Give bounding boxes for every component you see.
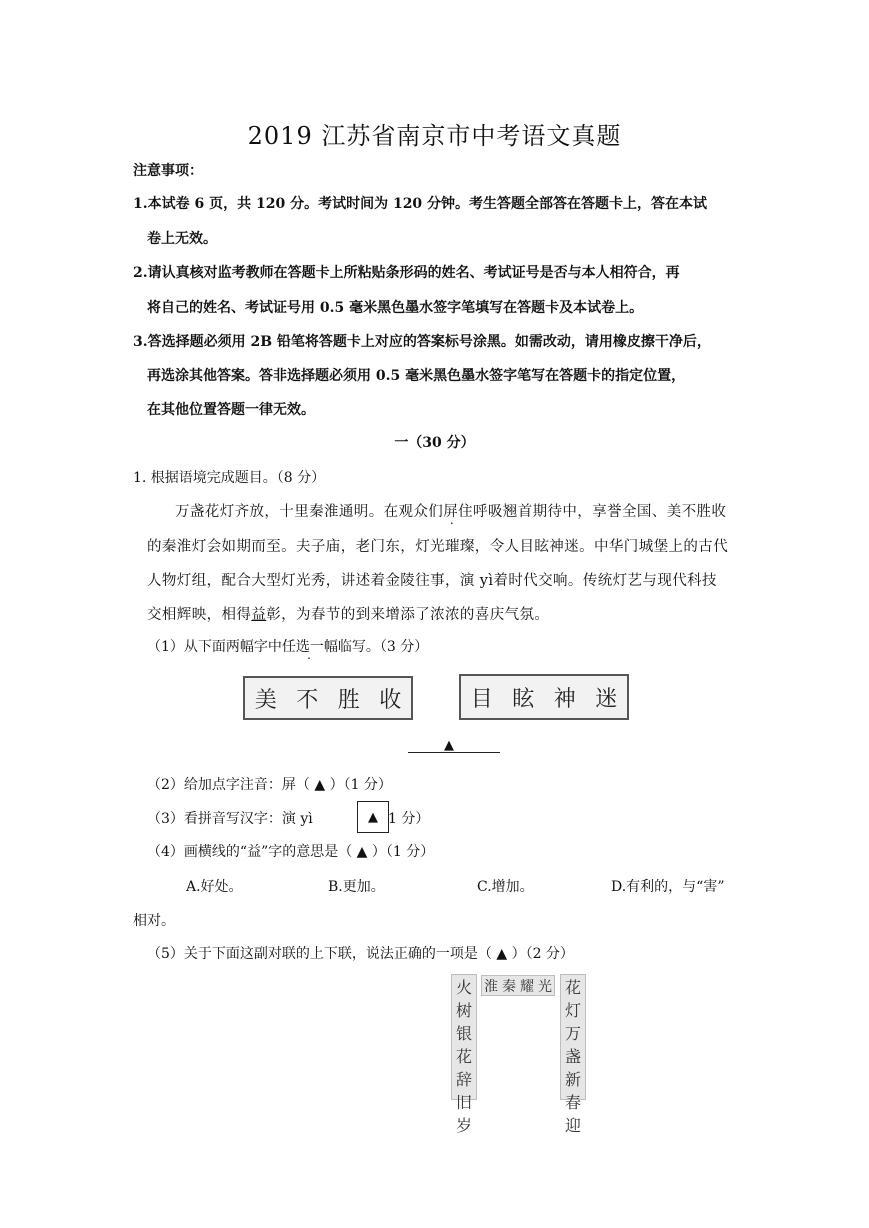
sub-text: （1）从下面两幅字中 xyxy=(147,639,282,655)
couplet-char: 新 xyxy=(564,1070,581,1089)
sub-question-1 xyxy=(147,636,428,656)
sub-question-5: （5）关于下面这副对联的上下联，说法正确的一项是（ ▲ ）（2 分） xyxy=(147,946,574,962)
answer-line xyxy=(408,752,500,753)
couplet-char: 灯 xyxy=(564,1001,581,1020)
couplet-char: 旧 xyxy=(455,1093,472,1112)
passage-text: 万盏花灯齐放，十里秦淮通明。在观众们 xyxy=(175,504,444,520)
dotted-char: 屏 xyxy=(443,504,459,520)
notice-item-3: 3.答选择题必须用 2B 铅笔将答题卡上对应的答案标号涂黑。如需改动，请用橡皮擦干净后， xyxy=(133,334,711,350)
callig-char: 收 xyxy=(379,687,402,713)
notice-item-3-cont: 再选涂其他答案。答非选择题必须用 0.5 毫米黑色墨水签字笔写在答题卡的指定位置， xyxy=(147,368,686,384)
couplet-char: 淮 xyxy=(484,978,498,995)
notice-item-2-cont: 将自己的姓名、考试证号用 0.5 毫米黑色墨水签字笔填写在答题卡及本试卷上。 xyxy=(147,300,644,316)
section-heading: 一（30 分） xyxy=(394,435,475,451)
couplet-char: 迎 xyxy=(564,1116,581,1135)
passage-line-2: 的秦淮灯会如期而至。夫子庙，老门东，灯光璀璨，令人目眩神迷。中华门城堡上的古代 xyxy=(147,539,729,555)
underlined-char: 益 xyxy=(251,607,267,623)
couplet-char: 辞 xyxy=(455,1070,472,1089)
couplet-char: 花 xyxy=(564,978,581,997)
option-c: C.增加。 xyxy=(477,879,534,895)
couplet-char: 秦 xyxy=(502,978,516,995)
couplet-left-scroll xyxy=(451,974,477,1135)
sub-question-2: （2）给加点字注音：屏（ ▲ ）（1 分） xyxy=(147,777,392,793)
notice-item-1-cont: 卷上无效。 xyxy=(147,231,217,247)
option-d-cont: 相对。 xyxy=(133,913,175,929)
callig-char: 眩 xyxy=(512,686,535,712)
answer-triangle: ▲ xyxy=(444,738,454,753)
couplet-char: 花 xyxy=(455,1047,472,1066)
couplet-char: 耀 xyxy=(520,978,534,995)
answer-box-triangle: ▲ xyxy=(368,810,378,825)
couplet-char: 盏 xyxy=(564,1047,581,1066)
passage-line-3: 人物灯组，配合大型灯光秀，讲述着金陵往事，演 yì着时代交响。传统灯艺与现代科技 xyxy=(147,573,717,589)
couplet-char: 树 xyxy=(455,1001,472,1020)
passage-text: 交相辉映，相得 xyxy=(147,607,252,623)
couplet-char: 岁 xyxy=(455,1116,472,1135)
sub-text: 临写。（3 分） xyxy=(337,639,429,655)
passage-line-4 xyxy=(147,603,549,624)
passage-line-1 xyxy=(175,500,726,521)
sub-question-3: （3）看拼音写汉字：演 yì xyxy=(147,811,313,827)
sub-question-3-score: 1 分） xyxy=(388,811,430,827)
calligraphy-sample-1 xyxy=(243,676,413,720)
callig-char: 胜 xyxy=(337,687,360,713)
dotted-text: 任选一幅 xyxy=(281,639,338,655)
couplet-right-scroll xyxy=(560,974,586,1135)
option-b: B.更加。 xyxy=(328,879,385,895)
question-1-stem: 1. 根据语境完成题目。（8 分） xyxy=(133,470,326,486)
notice-item-3-cont2: 在其他位置答题一律无效。 xyxy=(147,402,315,418)
notice-item-1: 1.本试卷 6 页，共 120 分。考试时间为 120 分钟。考生答题全部答在答题卡上，答在本试 xyxy=(133,196,708,212)
passage-text: 住呼吸翘首期待中，享誉全国、美不胜收 xyxy=(458,504,727,520)
callig-char: 神 xyxy=(553,686,576,712)
couplet-char: 火 xyxy=(455,978,472,997)
couplet-char: 银 xyxy=(455,1024,472,1043)
notice-heading: 注意事项： xyxy=(133,163,203,179)
couplet-top-scroll xyxy=(481,975,555,996)
option-d: D.有利的，与“害” xyxy=(611,879,725,895)
callig-char: 迷 xyxy=(595,686,618,712)
callig-char: 美 xyxy=(254,687,277,713)
couplet-char: 春 xyxy=(564,1093,581,1112)
sub-question-4: （4）画横线的“益”字的意思是（ ▲ ）（1 分） xyxy=(147,844,435,860)
couplet-char: 光 xyxy=(538,978,552,995)
passage-text: 彰，为春节的到来增添了浓浓的喜庆气氛。 xyxy=(266,607,550,623)
calligraphy-sample-2 xyxy=(459,674,629,720)
couplet-char: 万 xyxy=(564,1024,581,1043)
page-title: 2019 江苏省南京市中考语文真题 xyxy=(247,122,622,150)
notice-item-2: 2.请认真核对监考教师在答题卡上所粘贴条形码的姓名、考试证号是否与本人相符合，再 xyxy=(133,265,680,281)
option-a: A.好处。 xyxy=(186,879,243,895)
callig-char: 不 xyxy=(296,687,319,713)
callig-char: 目 xyxy=(470,686,493,712)
